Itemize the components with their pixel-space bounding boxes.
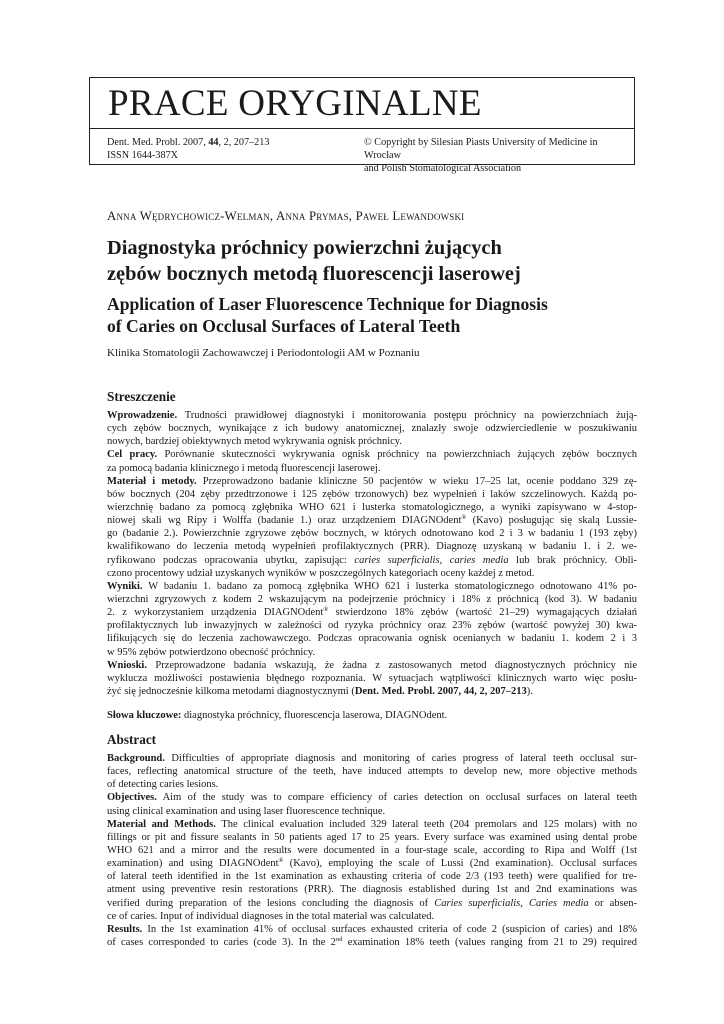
text-line <box>107 462 637 475</box>
text-line <box>107 619 637 632</box>
text-line <box>107 791 637 804</box>
text-span: żyć się jednocześnie kilkoma metodami diagnostycznymi ( <box>107 685 355 697</box>
text-line <box>107 883 637 896</box>
text-span: Aim of the study was to compare efficiency of caries detection on occlusal surfaces on lateral teeth <box>156 792 637 804</box>
text-span: wierzchni zgryzowych z kodem 2 wskazującym na podejrzenie próchnicy i 18% z próchnicą (kod 3). W badaniu <box>107 593 637 605</box>
text-span: w 95% zębów potwierdzono obecność próchnicy. <box>107 646 316 658</box>
text-span: czono procentowy udział uzyskanych wyników w poszczególnych kategoriach oceny każdej z metod. <box>107 567 535 579</box>
text-span: ce of caries. Input of individual diagnoses in the total material was calculated. <box>107 910 435 922</box>
label-material-methods: Material and Methods. <box>107 818 216 830</box>
text-line <box>107 501 637 514</box>
text-line <box>107 606 637 619</box>
text-line <box>107 540 637 553</box>
text-span: Trudności prawidłowej diagnostyki i monitorowania postępu próchnicy na powierzchniach żują- <box>177 410 637 421</box>
keywords-text: diagnostyka próchnicy, fluorescencja laserowa, DIAGNOdent. <box>181 710 448 721</box>
keywords <box>107 709 637 722</box>
text-line <box>107 818 637 831</box>
text-line <box>107 514 637 527</box>
text-span: ryfikowano podczas opracowania ubytku, zapisując: <box>107 554 355 566</box>
text-line <box>107 646 637 659</box>
text-span: (Kavo) posługując się skalą Lussie- <box>466 515 637 527</box>
text-span: Przeprowadzone badania wskazują, że żadna z zastosowanych metod diagnostycznych próchnicy nie <box>146 659 637 671</box>
text-line <box>107 422 637 435</box>
label-wprowadzenie: Wprowadzenie. <box>107 410 178 421</box>
text-span: niowej skali wg Ripy i Wolffa (badanie 1.) oraz urządzeniem DIAGNOdent <box>107 515 462 527</box>
copyright-info <box>364 136 634 175</box>
text-span: of detecting caries lesions. <box>107 779 219 791</box>
text-span: kwalifikowano do leczenia metodą wypełnień profilaktycznych (PRR). Diagnozę uzyskaną w badaniu 1. i 2. we- <box>107 541 637 553</box>
text-span: examination) and using DIAGNOdent <box>107 858 279 870</box>
text-line <box>107 870 637 883</box>
text-span: wyklucza możliwości postawienia błędnego rozpoznania. W sytuacjach wątpliwości klinicznych warto więc posłu- <box>107 672 637 684</box>
text-span: verified during preparation of the lesions concluding the diagnosis of <box>107 897 435 909</box>
text-span: nowych, bardziej obiektywnych metod wykrywania ognisk próchnicy. <box>107 436 402 448</box>
text-span: lifikujących się do leczenia zachowawczego. Podczas opracowania ognisk ocenianych w badaniu 1. kodem 2 i 3 <box>107 633 637 645</box>
text-span: examination 18% teeth (values ranging from 21 to 29) required <box>342 936 637 948</box>
text-line <box>107 554 637 567</box>
text-line <box>107 709 637 722</box>
text-span: Porównanie skuteczności wykrywania ognisk próchnicy na powierzchniach żujących zębów bocznych <box>157 449 637 461</box>
text-line <box>107 844 637 857</box>
text-line <box>107 580 637 593</box>
text-line <box>107 910 637 923</box>
label-cel-pracy: Cel pracy. <box>107 449 158 461</box>
text-line <box>107 488 637 501</box>
text-line <box>107 567 637 580</box>
text-span: 2. z wykorzystaniem urządzenia DIAGNOdent <box>107 607 324 619</box>
text-span: Difficulties of appropriate diagnosis and monitoring of caries progress of lateral teeth occlusal sur- <box>164 753 637 764</box>
text-span: fillings or pit and fissure sealants in 50 patients aged 17 to 25 years. Every surface was examined using dental probe <box>107 831 637 843</box>
label-wyniki: Wyniki. <box>107 580 143 592</box>
text-line <box>107 435 637 448</box>
text-span: atment using preventive resin restorations (PRR). The diagnosis established during 1st and 2nd examinations was <box>107 884 637 896</box>
text-line <box>107 778 637 791</box>
registered-mark: ® <box>461 514 467 522</box>
title-polish <box>107 235 627 287</box>
text-line <box>107 475 637 488</box>
citation-volume: 44 <box>208 137 219 148</box>
text-line <box>107 752 637 765</box>
citation-line: Dent. Med. Probl. 2007, <box>107 137 209 148</box>
title-english-line-2: of Caries on Occlusal Surfaces of Lateral Teeth <box>107 316 461 336</box>
text-line <box>107 857 637 870</box>
label-wnioski: Wnioski. <box>107 659 147 671</box>
text-span: bów bocznych (204 zęby przedtrzonowe i 125 zębów trzonowych) bez wypełnień i laków szczelinowych. Każdą po- <box>107 488 637 500</box>
text-span: cych zębów bocznych, wynikające z ich budowy anatomicznej, znalazły swoje odzwierciedlenie w poszukiwaniu <box>107 423 637 435</box>
text-span: using clinical examination and using laser fluorescence technique. <box>107 805 386 817</box>
text-span: In the 1st examination 41% of occlusal surfaces exhausted criteria of code 2 (suspicion of caries) and 18% <box>142 923 637 935</box>
text-line <box>107 672 637 685</box>
authors: Anna Wędrychowicz-Welman, Anna Prymas, Paweł Lewandowski <box>107 209 465 223</box>
italic-span: caries superficialis, caries media <box>354 554 509 566</box>
label-keywords: Słowa kluczowe: <box>107 710 182 721</box>
text-span: or absen- <box>588 897 637 909</box>
text-span: The clinical evaluation included 329 lateral teeth (204 premolars and 125 molars) with no <box>215 818 637 830</box>
streszczenie-body <box>107 409 637 698</box>
text-span: WHO 621 and a mirror and the results were documented in a four-stage scale, according to Ripa and Wolff (1st <box>107 844 637 856</box>
text-line <box>107 923 637 936</box>
issn: ISSN 1644-387X <box>107 150 179 161</box>
text-span: of cases corresponded to caries (code 3). In the 2 <box>107 936 336 948</box>
text-span: lub brak próchnicy. Obli- <box>508 554 637 566</box>
label-objectives: Objectives. <box>107 792 157 804</box>
affiliation: Klinika Stomatologii Zachowawczej i Periodontologii AM w Poznaniu <box>107 347 420 359</box>
section-title: PRACE ORYGINALNE <box>108 83 482 124</box>
italic-span: Caries superficialis, Caries media <box>434 897 589 909</box>
superscript: nd <box>335 935 343 943</box>
abstract-body <box>107 752 637 949</box>
label-results: Results. <box>107 923 143 935</box>
copyright-line-1: © Copyright by Silesian Piasts University of Medicine in Wrocław <box>364 137 598 161</box>
title-polish-line-2: zębów bocznych metodą fluorescencji laserowej <box>107 263 521 285</box>
label-material-metody: Materiał i metody. <box>107 475 197 487</box>
label-background: Background. <box>107 753 165 764</box>
text-span: (Kavo), employing the scale of Lussi (2nd examination). Occlusal surfaces <box>283 858 637 870</box>
text-span: ). <box>526 685 533 697</box>
streszczenie-heading: Streszczenie <box>107 389 176 404</box>
citation-info <box>107 136 269 162</box>
text-line <box>107 805 637 818</box>
text-line <box>107 448 637 461</box>
text-span: of lateral teeth identified in the 1st examination as exhausting criteria of code 2/3 (193 teeth) were qualified for tre- <box>107 871 637 883</box>
text-span: za pomocą badania klinicznego i metodą fluorescencji laserowej. <box>107 462 381 474</box>
text-line <box>107 831 637 844</box>
text-line <box>107 685 637 698</box>
citation-bold: Dent. Med. Probl. 2007, 44, 2, 207–213 <box>354 685 527 697</box>
text-span: profilaktycznych lub inwazyjnych w zależności od ryzyka próchnicy oraz 23% zębów (wartość powyżej 30) kwa- <box>107 620 637 632</box>
section-banner <box>89 77 635 129</box>
text-line <box>107 632 637 645</box>
copyright-line-2: and Polish Stomatological Association <box>364 163 522 174</box>
text-line <box>107 409 637 422</box>
text-span: wierzchnię badano za pomocą zgłębnika WHO 621 i lusterka stomatologicznego, a wyniki zapisywano w 4-stop- <box>107 501 637 513</box>
text-span: stwierdzono 18% zębów (wartość 21–29) wymagających działań <box>328 607 637 619</box>
citation-pages: , 2, 207–213 <box>218 137 270 148</box>
text-line <box>107 659 637 672</box>
text-span: go (badanie 2.). Powierzchnie zgryzowe zębów bocznych, w których odnotowano kod 2 i 3 w badaniu 1 (193 zęby) <box>107 528 637 540</box>
title-polish-line-1: Diagnostyka próchnicy powierzchni żujących <box>107 237 502 259</box>
text-line <box>107 897 637 910</box>
text-span: faces, reflecting anatomical structure of the teeth, have induced attempts to develop new, more objective methods <box>107 766 637 778</box>
registered-mark: ® <box>323 606 329 614</box>
text-line <box>107 765 637 778</box>
text-line <box>107 593 637 606</box>
registered-mark: ® <box>278 857 284 865</box>
title-english-line-1: Application of Laser Fluorescence Technique for Diagnosis <box>107 294 548 314</box>
abstract-heading: Abstract <box>107 732 157 747</box>
text-span: Przeprowadzono badanie kliniczne 50 pacjentów w wieku 17–25 lat, ocenie poddano 329 zę- <box>196 475 637 487</box>
title-english <box>107 293 627 337</box>
publication-info-box <box>89 129 635 174</box>
text-span: W badaniu 1. badano za pomocą zgłębnika WHO 621 i lusterka stomatologicznego odnotowano 41% po- <box>142 580 637 592</box>
text-line <box>107 936 637 949</box>
text-line <box>107 527 637 540</box>
